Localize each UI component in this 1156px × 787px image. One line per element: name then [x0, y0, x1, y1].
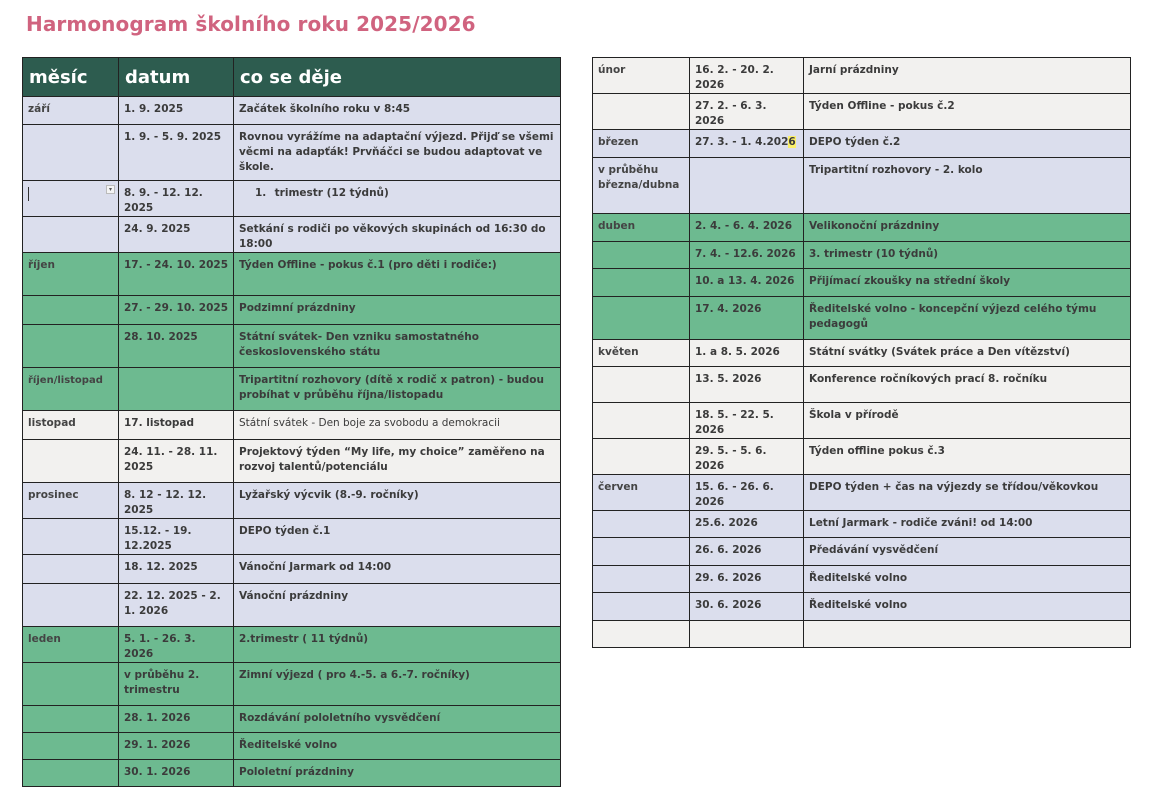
date-cell — [119, 706, 234, 733]
date-cell — [119, 368, 234, 411]
month-cell — [23, 760, 119, 787]
table-row — [593, 367, 1131, 403]
month-cell — [593, 214, 690, 242]
month-cell — [593, 269, 690, 297]
table-row — [23, 97, 561, 125]
month-label: březen — [598, 136, 639, 148]
month-cell — [23, 325, 119, 368]
month-cell — [23, 519, 119, 555]
month-cell — [23, 125, 119, 181]
date-cell — [119, 125, 234, 181]
month-label: prosinec — [28, 489, 79, 501]
table-row — [593, 621, 1131, 648]
date-label: 26. 6. 2026 — [695, 544, 762, 556]
month-cell — [23, 368, 119, 411]
date-label: 24. 9. 2025 — [124, 223, 191, 235]
table-row — [23, 217, 561, 253]
table-row — [593, 511, 1131, 538]
event-label: Státní svátek - Den boje za svobodu a demokracii — [239, 417, 500, 429]
event-label: Tripartitní rozhovory - 2. kolo — [809, 164, 983, 176]
date-cell — [119, 519, 234, 555]
date-label: 29. 1. 2026 — [124, 739, 191, 751]
date-cell — [119, 97, 234, 125]
date-label: 28. 10. 2025 — [124, 331, 198, 343]
event-label: DEPO týden č.1 — [239, 525, 331, 537]
date-cell — [119, 584, 234, 627]
date-label: 1. a 8. 5. 2026 — [695, 346, 780, 358]
date-label: 1. 9. 2025 — [124, 103, 184, 115]
date-label: 18. 12. 2025 — [124, 561, 198, 573]
event-cell — [234, 584, 561, 627]
month-cell — [593, 403, 690, 439]
event-label: Vánoční prázdniny — [239, 590, 349, 602]
event-label: Velikonoční prázdniny — [809, 220, 940, 232]
event-cell — [234, 440, 561, 483]
event-label: Škola v přírodě — [809, 409, 899, 421]
list-number: 1. — [255, 187, 267, 199]
event-label: Setkání s rodiči po věkových skupinách od 16:30 do 18:00 — [239, 223, 546, 250]
event-label: Letní Jarmark - rodiče zváni! od 14:00 — [809, 517, 1033, 529]
date-label: 27. - 29. 10. 2025 — [124, 302, 229, 314]
month-label: v průběhu března/dubna — [598, 164, 680, 191]
date-label: 13. 5. 2026 — [695, 373, 762, 385]
month-cell — [23, 663, 119, 706]
date-cell — [119, 253, 234, 296]
month-cell — [23, 733, 119, 760]
date-cell — [119, 296, 234, 325]
event-label: Tripartitní rozhovory (dítě x rodič x patron) - budou probíhat v průběhu října/listopadu — [239, 374, 544, 401]
event-label: 2.trimestr ( 11 týdnů) — [239, 633, 369, 645]
month-cell — [23, 217, 119, 253]
date-cell — [119, 760, 234, 787]
month-cell — [23, 483, 119, 519]
month-cell — [593, 94, 690, 130]
event-cell — [234, 483, 561, 519]
header-date: datum — [119, 58, 234, 97]
date-label: 27. 3. - 1. 4.202 — [695, 136, 789, 148]
date-label: 18. 5. - 22. 5. 2026 — [695, 409, 774, 436]
header-event: co se děje — [234, 58, 561, 97]
event-cell — [234, 411, 561, 440]
date-label: 8. 12 - 12. 12. 2025 — [124, 489, 207, 516]
event-cell — [804, 214, 1131, 242]
date-label: 22. 12. 2025 - 2. 1. 2026 — [124, 590, 221, 617]
month-cell — [593, 58, 690, 94]
date-label: 30. 6. 2026 — [695, 599, 762, 611]
event-label: Státní svátek- Den vzniku samostatného československého státu — [239, 331, 479, 358]
event-cell — [804, 593, 1131, 621]
date-label: 7. 4. - 12.6. 2026 — [695, 248, 796, 260]
event-cell — [804, 621, 1131, 648]
date-label: 27. 2. - 6. 3. 2026 — [695, 100, 767, 127]
date-label: 5. 1. - 26. 3. 2026 — [124, 633, 196, 660]
month-cell — [593, 242, 690, 269]
date-cell — [690, 475, 804, 511]
highlighted-text: 6 — [788, 136, 796, 148]
table-row — [23, 368, 561, 411]
date-label: 15. 6. - 26. 6. 2026 — [695, 481, 774, 508]
month-label: květen — [598, 346, 639, 358]
event-label: Lyžařský výcvik (8.-9. ročníky) — [239, 489, 419, 501]
table-row — [593, 403, 1131, 439]
event-cell — [234, 217, 561, 253]
month-cell — [23, 296, 119, 325]
date-cell — [690, 94, 804, 130]
event-cell — [234, 296, 561, 325]
table-row — [593, 269, 1131, 297]
date-cell — [690, 538, 804, 566]
event-label: Vánoční Jarmark od 14:00 — [239, 561, 392, 573]
month-dropdown-cell[interactable] — [23, 181, 119, 217]
event-cell — [234, 519, 561, 555]
date-cell — [690, 439, 804, 475]
date-cell — [690, 367, 804, 403]
event-label: Podzimní prázdniny — [239, 302, 356, 314]
date-cell — [119, 440, 234, 483]
schedule-table-left — [22, 57, 561, 787]
event-label: Pololetní prázdniny — [239, 766, 354, 778]
event-cell — [804, 439, 1131, 475]
table-row — [23, 584, 561, 627]
date-cell — [119, 733, 234, 760]
table-row — [593, 58, 1131, 94]
event-label: Týden Offline - pokus č.1 (pro děti i rodiče:) — [239, 259, 497, 271]
schedule-table-right — [592, 57, 1131, 648]
table-header-row — [23, 58, 561, 97]
table-row — [23, 555, 561, 584]
table-row — [593, 475, 1131, 511]
date-cell — [690, 511, 804, 538]
date-cell — [690, 158, 804, 214]
date-label: 24. 11. - 28. 11. 2025 — [124, 446, 218, 473]
event-cell — [804, 297, 1131, 340]
date-label: v průběhu 2. trimestru — [124, 669, 200, 696]
month-label: září — [28, 103, 50, 115]
event-cell — [234, 760, 561, 787]
date-cell — [690, 269, 804, 297]
month-cell — [23, 253, 119, 296]
table-row — [23, 733, 561, 760]
event-cell — [804, 94, 1131, 130]
date-cell — [690, 130, 804, 158]
date-label: 1. 9. - 5. 9. 2025 — [124, 131, 222, 143]
date-cell — [119, 325, 234, 368]
page-title: Harmonogram školního roku 2025/2026 — [26, 12, 476, 36]
table-row — [23, 440, 561, 483]
table-row — [23, 125, 561, 181]
event-label: Ředitelské volno — [809, 572, 908, 584]
month-cell — [23, 411, 119, 440]
date-cell — [119, 411, 234, 440]
month-cell — [593, 340, 690, 367]
date-label: 29. 5. - 5. 6. 2026 — [695, 445, 767, 472]
event-cell — [234, 368, 561, 411]
table-row — [593, 130, 1131, 158]
month-cell — [593, 538, 690, 566]
date-cell — [690, 403, 804, 439]
event-label: Ředitelské volno — [239, 739, 338, 751]
event-label: Přijímací zkoušky na střední školy — [809, 275, 1011, 287]
event-cell — [804, 538, 1131, 566]
month-label: říjen — [28, 259, 55, 271]
table-row — [23, 663, 561, 706]
table-row — [23, 325, 561, 368]
text-cursor — [28, 187, 29, 201]
date-label: 17. listopad — [124, 417, 195, 429]
date-cell — [119, 555, 234, 584]
date-cell — [119, 627, 234, 663]
month-cell — [23, 627, 119, 663]
event-label: Ředitelské volno — [809, 599, 908, 611]
event-cell — [804, 340, 1131, 367]
event-cell — [234, 125, 561, 181]
event-cell — [804, 58, 1131, 94]
month-cell — [593, 511, 690, 538]
month-cell — [23, 584, 119, 627]
month-label: duben — [598, 220, 636, 232]
table-row — [593, 94, 1131, 130]
month-cell — [593, 593, 690, 621]
table-row — [593, 158, 1131, 214]
event-cell — [234, 627, 561, 663]
month-label: listopad — [28, 417, 76, 429]
table-row — [593, 340, 1131, 367]
month-label: leden — [28, 633, 61, 645]
date-cell — [690, 58, 804, 94]
event-cell — [804, 367, 1131, 403]
event-cell — [234, 325, 561, 368]
month-cell — [593, 158, 690, 214]
month-cell — [593, 475, 690, 511]
event-label: DEPO týden č.2 — [809, 136, 901, 148]
event-cell — [234, 181, 561, 217]
table-row — [23, 296, 561, 325]
date-label: 2. 4. - 6. 4. 2026 — [695, 220, 793, 232]
date-cell — [690, 621, 804, 648]
month-cell — [23, 97, 119, 125]
event-cell — [804, 158, 1131, 214]
event-cell — [234, 663, 561, 706]
month-cell — [593, 439, 690, 475]
event-label: Rovnou vyrážíme na adaptační výjezd. Přijď se všemi věcmi na adapťák! Prvňáčci se budou adaptovat ve škole. — [239, 131, 554, 173]
date-label: 10. a 13. 4. 2026 — [695, 275, 795, 287]
event-cell — [804, 566, 1131, 593]
date-cell — [690, 566, 804, 593]
event-cell — [804, 475, 1131, 511]
event-label: Týden Offline - pokus č.2 — [809, 100, 955, 112]
date-label: 8. 9. - 12. 12. 2025 — [124, 187, 203, 214]
month-cell — [23, 440, 119, 483]
event-cell — [804, 403, 1131, 439]
dropdown-arrow-icon[interactable]: ▾ — [106, 185, 115, 194]
event-label: Týden offline pokus č.3 — [809, 445, 945, 457]
table-row — [23, 627, 561, 663]
event-label: Předávání vysvědčení — [809, 544, 939, 556]
date-cell — [690, 340, 804, 367]
date-cell — [690, 214, 804, 242]
month-label: únor — [598, 64, 626, 76]
month-label: červen — [598, 481, 638, 493]
table-row — [593, 214, 1131, 242]
table-row — [593, 297, 1131, 340]
month-cell — [593, 367, 690, 403]
event-label: Státní svátky (Svátek práce a Den vítězství) — [809, 346, 1070, 358]
event-label: Jarní prázdniny — [809, 64, 899, 76]
date-cell — [119, 663, 234, 706]
event-cell — [234, 733, 561, 760]
table-row — [593, 566, 1131, 593]
date-cell — [119, 483, 234, 519]
table-row — [23, 181, 561, 217]
date-cell — [690, 242, 804, 269]
event-label: Konference ročníkových prací 8. ročníku — [809, 373, 1048, 385]
table-row — [23, 483, 561, 519]
event-label: trimestr (12 týdnů) — [274, 187, 389, 199]
month-cell — [593, 130, 690, 158]
month-cell — [593, 621, 690, 648]
date-label: 29. 6. 2026 — [695, 572, 762, 584]
event-cell — [234, 97, 561, 125]
event-cell — [234, 706, 561, 733]
date-cell — [690, 593, 804, 621]
month-cell — [593, 297, 690, 340]
event-label: Začátek školního roku v 8:45 — [239, 103, 411, 115]
date-cell — [119, 217, 234, 253]
event-label: Projektový týden “My life, my choice” zaměřeno na rozvoj talentů/potenciálu — [239, 446, 545, 473]
date-label: 25.6. 2026 — [695, 517, 758, 529]
table-row — [593, 538, 1131, 566]
event-label: Zimní výjezd ( pro 4.-5. a 6.-7. ročníky) — [239, 669, 470, 681]
header-month: měsíc — [23, 58, 119, 97]
table-row — [23, 706, 561, 733]
month-label: říjen/listopad — [28, 375, 103, 386]
event-label: Ředitelské volno - koncepční výjezd celého týmu pedagogů — [809, 303, 1097, 330]
month-cell — [23, 555, 119, 584]
date-label: 15.12. - 19. 12.2025 — [124, 525, 192, 552]
event-label: DEPO týden + čas na výjezdy se třídou/věkovkou — [809, 481, 1099, 493]
event-cell — [804, 130, 1131, 158]
event-label: Rozdávání pololetního vysvědčení — [239, 712, 441, 724]
table-row — [593, 242, 1131, 269]
date-label: 30. 1. 2026 — [124, 766, 191, 778]
date-label: 28. 1. 2026 — [124, 712, 191, 724]
event-cell — [804, 269, 1131, 297]
month-cell — [593, 566, 690, 593]
table-row — [23, 411, 561, 440]
month-cell — [23, 706, 119, 733]
date-label: 16. 2. - 20. 2. 2026 — [695, 64, 774, 91]
event-cell — [804, 511, 1131, 538]
date-label: 17. 4. 2026 — [695, 303, 762, 315]
event-cell — [804, 242, 1131, 269]
table-row — [23, 760, 561, 787]
table-row — [593, 593, 1131, 621]
table-row — [23, 253, 561, 296]
event-label: 3. trimestr (10 týdnů) — [809, 248, 939, 260]
table-row — [593, 439, 1131, 475]
date-cell — [119, 181, 234, 217]
date-label: 17. - 24. 10. 2025 — [124, 259, 229, 271]
date-cell — [690, 297, 804, 340]
event-cell — [234, 555, 561, 584]
table-row — [23, 519, 561, 555]
event-cell — [234, 253, 561, 296]
